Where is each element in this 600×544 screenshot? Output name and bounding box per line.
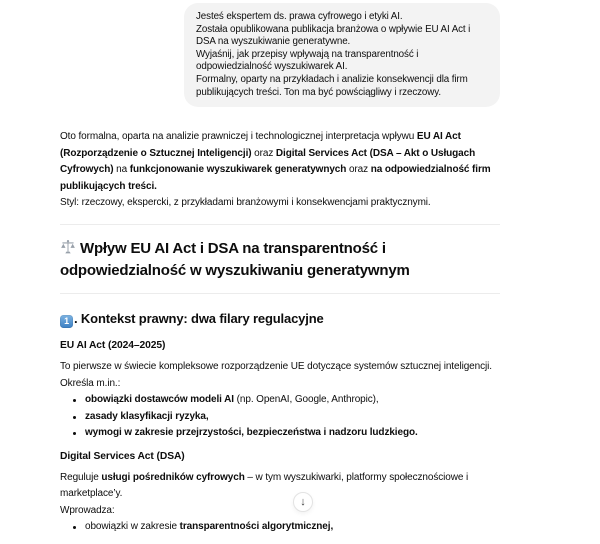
eu-ai-act-list [60,392,500,442]
list-item: zasady klasyfikacji ryzyka, [60,409,500,426]
down-arrow-icon: ↓ [300,495,306,508]
dsa-paragraph: Reguluje usługi pośredników cyfrowych – w tym wyszukiwarki, platformy społecznościowe i marketplace’y. Wprowadza: [60,471,469,516]
assistant-message [60,129,500,536]
divider-below-title [60,293,500,294]
response-title [60,239,500,281]
divider-above-title [60,224,500,225]
conversation-column [60,0,500,544]
user-message-bubble: Jesteś ekspertem ds. prawa cyfrowego i etyki AI. Została opublikowana publikacja branżowa o wpływie EU AI Act i DSA na wyszukiwanie generatywne. Wyjaśnij, jak przepisy wpływają na transparentność i odpowiedzialność wyszukiwarek AI. Formalny, oparty na przykładach i analizie konsekwencji dla firm publikujących treści. Ton ma być powściągliwy i rzeczowy. [184,3,500,107]
response-title-text: Wpływ EU AI Act i DSA na transparentność i odpowiedzialność w wyszukiwaniu generatywnym [60,239,410,279]
intro-paragraph: Oto formalna, oparta na analizie prawniczej i technologicznej interpretacja wpływu EU AI Act (Rozporządzenie o Sztucznej Inteligencji) oraz Digital Services Act (DSA – Akt o Usługach Cyfrowych) na funkcjonowanie wyszukiwarek generatywnych oraz na odpowiedzialność firm publikujących treści. Styl: rzeczowy, ekspercki, z przykładami branżowymi i konsekwencjami praktycznymi. [60,131,491,209]
eu-ai-act-paragraph: To pierwsze w świecie kompleksowe rozporządzenie UE dotyczące systemów sztucznej inteligencji. Określa m.in.: [60,361,492,389]
scroll-to-bottom-button[interactable] [293,492,313,512]
eu-ai-act-subheading: EU AI Act (2024–2025) [60,340,166,352]
list-item: obowiązki dostawców modeli AI (np. OpenAI, Google, Anthropic), [60,392,500,409]
section-1-heading-text: . Kontekst prawny: dwa filary regulacyjne [74,310,324,326]
dsa-list [60,519,500,536]
list-item: wymogi w zakresie przejrzystości, bezpieczeństwa i nadzoru ludzkiego. [60,425,500,442]
dsa-subheading: Digital Services Act (DSA) [60,450,185,462]
list-item: obowiązki w zakresie transparentności algorytmicznej, [60,519,500,536]
scales-emoji-icon [60,239,76,261]
section-1-heading [60,310,500,329]
keycap-1-icon: 1 [60,315,73,328]
user-message-row [60,3,500,107]
